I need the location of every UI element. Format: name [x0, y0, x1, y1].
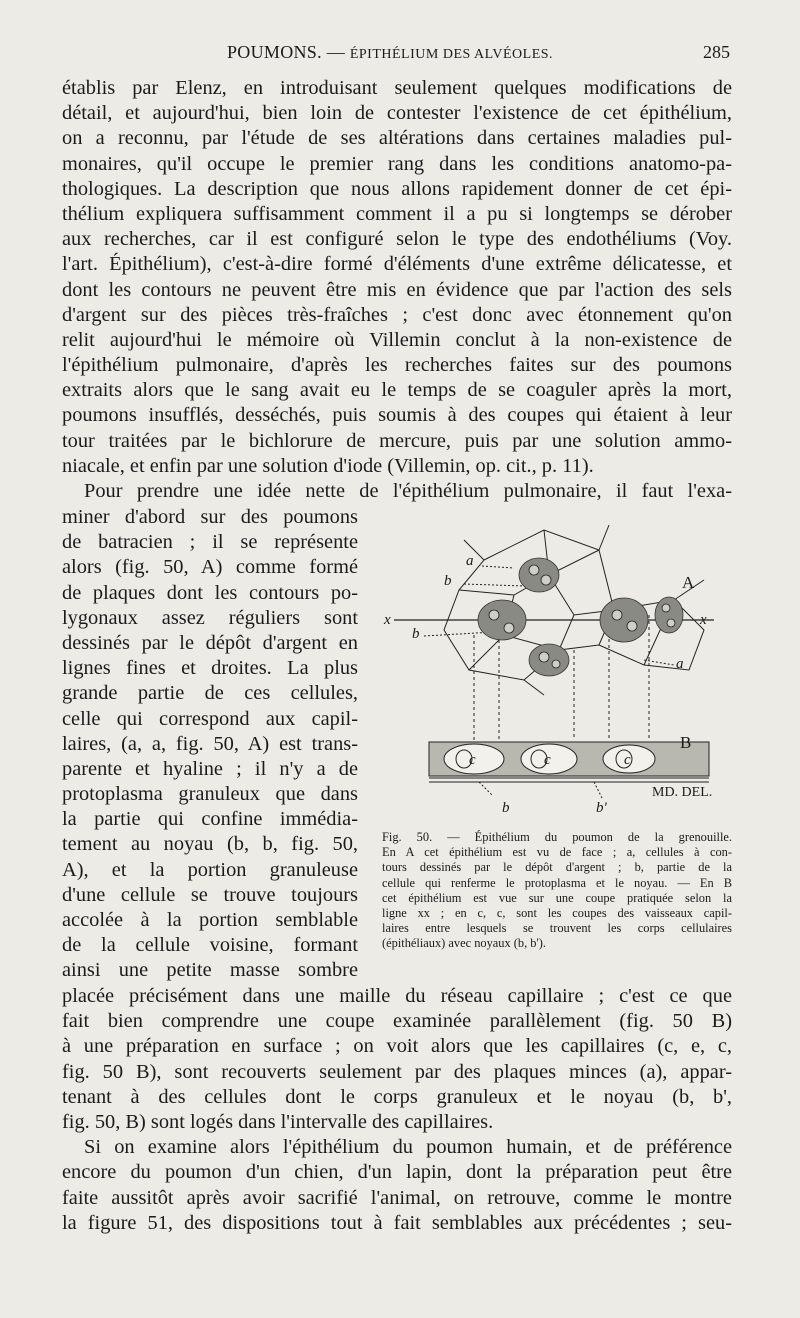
figure-label-x-right: x: [700, 612, 707, 628]
text-line: laires, (a, a, fig. 50, A) est trans-: [62, 732, 358, 755]
figure-label-c2: c: [544, 752, 551, 768]
text-line: A), et la portion granuleuse: [62, 858, 358, 881]
text-line: alors (fig. 50, A) comme formé: [62, 556, 358, 579]
running-title: [227, 42, 553, 63]
figure-label-b-mid: b: [412, 626, 420, 642]
text-line: celle qui correspond aux capil-: [62, 707, 358, 730]
text-line: d'argent sur des pièces très-fraîches ; c'est donc avec étonnement qu'on: [62, 303, 732, 326]
caption-line: (épithéliaux) avec noyaux (b, b').: [382, 936, 546, 951]
figure-caption: [382, 830, 732, 952]
figure-label-A: A: [682, 573, 695, 592]
figure-50-illustration: [374, 520, 734, 820]
text-line: de la cellule voisine, formant: [62, 934, 358, 957]
figure-label-a-top: a: [466, 553, 474, 569]
running-title-section: ÉPITHÉLIUM DES ALVÉOLES.: [349, 47, 554, 62]
text-line: thologiques. La description que nous allons rapidement donner de cet épi-: [62, 177, 732, 200]
text-line: on a reconnu, par l'étude de ses altérations dans certaines maladies pul-: [62, 127, 732, 150]
text-line: l'art. Épithélium), c'est-à-dire formé d'éléments d'une extrême délicatesse, et: [62, 253, 732, 276]
text-line: dont les contours ne peuvent être mis en évidence que par l'action des sels: [62, 278, 732, 301]
text-line: fig. 50 B), sont recouverts seulement par des plaques minces (a), appar-: [62, 1060, 732, 1083]
text-line: thélium expliquera suffisamment comment il a pu si longtemps se dérober: [62, 202, 732, 225]
text-line: faite aussitôt après avoir sacrifié l'animal, on retrouve, comme le montre: [62, 1186, 732, 1209]
figure-label-b-bottom: b: [502, 800, 510, 816]
page-number: 285: [703, 42, 730, 62]
text-line: ainsi une petite masse sombre: [62, 959, 358, 982]
caption-line: cellule qui renferme le protoplasma et le noyau. — En B: [382, 875, 732, 890]
figure-label-c3: c: [624, 752, 631, 768]
text-line: accolée à la portion semblable: [62, 909, 358, 931]
text-line: placée précisément dans une maille du réseau capillaire ; c'est ce que: [62, 985, 732, 1007]
text-line: l'épithélium pulmonaire, d'après les recherches faites sur des poumons: [62, 354, 732, 377]
running-header: [62, 42, 732, 72]
text-line: la figure 51, des dispositions tout à fait semblables aux précédentes ; seu-: [62, 1211, 732, 1234]
running-title-main: POUMONS. —: [227, 42, 346, 62]
paragraph-2-column: [62, 505, 358, 984]
caption-line: Fig. 50. — Épithélium du poumon de la grenouille.: [382, 830, 732, 844]
figure-label-a-right: a: [676, 656, 684, 672]
text-line: la partie qui confine immédia-: [62, 808, 358, 831]
artist-signature: MD. DEL.: [652, 785, 713, 800]
caption-line: ligne xx ; en c, c, sont les coupes des vaisseaux capil-: [382, 905, 732, 920]
text-line: parente et hyaline ; il n'y a de: [62, 757, 358, 780]
paragraph-1: [62, 76, 732, 504]
text-line: de batracien ; il se représente: [62, 531, 358, 554]
figure-label-b-prime: b': [596, 800, 607, 816]
text-line: fait bien comprendre une coupe examinée parallèlement (fig. 50 B): [62, 1010, 732, 1033]
text-line: établis par Elenz, en introduisant seulement quelques modifications de: [62, 77, 732, 99]
text-line: extraits alors que le sang avait eu le temps de se coaguler après la mort,: [62, 379, 732, 402]
text-line: tement au noyau (b, b, fig. 50,: [62, 833, 358, 856]
figure-label-c1: c: [469, 752, 476, 768]
text-line: tenant à des cellules dont le corps granuleux et le noyau (b, b',: [62, 1085, 732, 1108]
paragraph-2-continued: [62, 984, 732, 1236]
text-line: poumons insufflés, desséchés, puis soumis à des coupes qui étaient à leur: [62, 404, 732, 427]
text-line: aux recherches, car il est configuré selon le type des endothéliums (Voy.: [62, 228, 732, 251]
text-line: grande partie de ces cellules,: [62, 682, 358, 705]
text-line: lygonaux assez réguliers sont: [62, 606, 358, 629]
caption-line: cet épithélium est vue sur une coupe pratiquée selon la: [382, 890, 732, 905]
text-line: détail, et aujourd'hui, bien loin de contester l'existence de cet épithélium,: [62, 102, 732, 125]
text-line: de plaques dont les contours po-: [62, 581, 358, 604]
text-line: à une préparation en surface ; on voit alors que les capillaires (c, e, c,: [62, 1035, 732, 1058]
text-line: relit aujourd'hui le mémoire où Villemin conclut à la non-existence de: [62, 328, 732, 351]
text-line: lignes fines et droites. La plus: [62, 657, 358, 680]
figure-label-B: B: [680, 733, 692, 752]
figure-label-x-left: x: [384, 612, 391, 628]
caption-line: En A cet épithélium est vu de face ; a, cellules à con-: [382, 845, 732, 860]
text-line: encore du poumon d'un chien, d'un lapin, dont la préparation peut être: [62, 1161, 732, 1184]
text-line: miner d'abord sur des poumons: [62, 506, 358, 528]
text-line: Si on examine alors l'épithélium du poumon humain, et de préférence: [84, 1136, 732, 1159]
text-line: monaires, qu'il occupe le premier rang dans les conditions anatomo-pa-: [62, 152, 732, 175]
text-line: fig. 50, B) sont logés dans l'intervalle des capillaires.: [62, 1110, 494, 1133]
text-line: d'une cellule se trouve toujours: [62, 883, 358, 906]
text-line: dessinés par le dépôt d'argent en: [62, 631, 358, 654]
text-line: tour traitées par le bichlorure de mercure, puis par une solution ammo-: [62, 429, 732, 452]
caption-line: tours dessinés par le dépôt d'argent ; b, partie de la: [382, 860, 732, 875]
figure-label-b-top: b: [444, 573, 452, 589]
caption-line: laires entre lesquels se trouvent les corps cellulaires: [382, 921, 732, 936]
text-line: niacale, et enfin par une solution d'iode (Villemin, op. cit., p. 11).: [62, 454, 594, 477]
text-line: Pour prendre une idée nette de l'épithélium pulmonaire, il faut l'exa-: [84, 480, 732, 502]
text-line: protoplasma granuleux que dans: [62, 783, 358, 806]
